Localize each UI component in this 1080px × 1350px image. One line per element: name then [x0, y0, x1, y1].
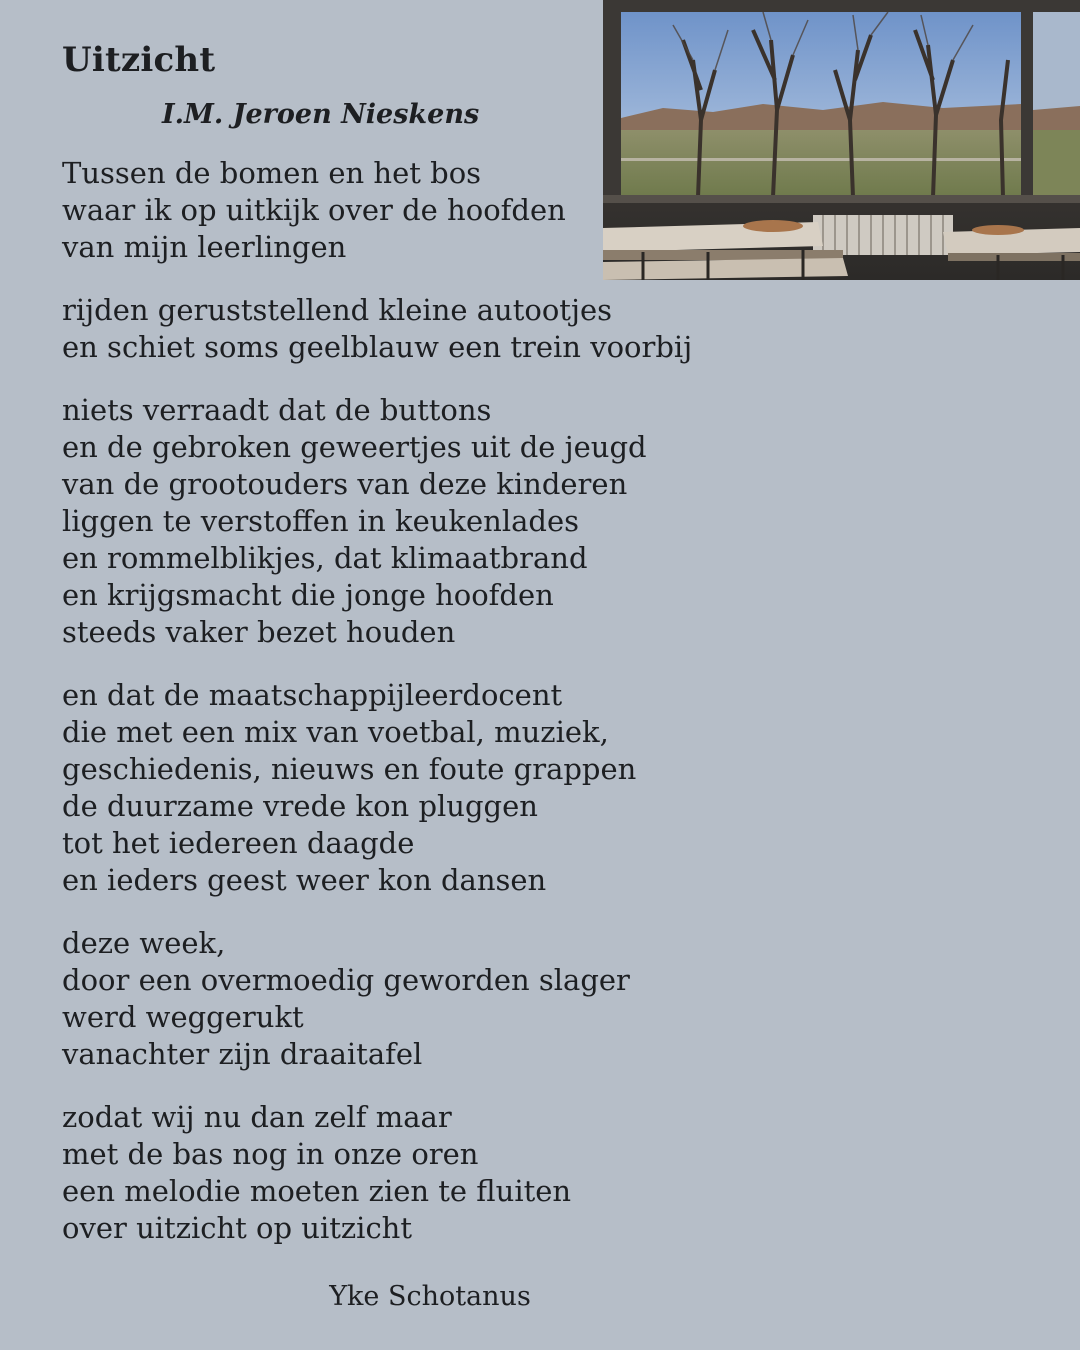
poem-line: niets verraadt dat de buttons [62, 393, 492, 427]
stanza [62, 392, 782, 651]
poem-line: met de bas nog in onze oren [62, 1137, 479, 1171]
stanza [62, 1099, 782, 1247]
poem-dedication: I.M. Jeroen Nieskens [162, 99, 480, 130]
poem-line: over uitzicht op uitzicht [62, 1211, 413, 1245]
classroom-window-photo [603, 0, 1080, 280]
poem-line: liggen te verstoffen in keukenlades [62, 504, 580, 538]
poem-line: vanachter zijn draaitafel [62, 1037, 423, 1071]
window-view-image [603, 0, 1080, 280]
poem-line: en rommelblikjes, dat klimaatbrand [62, 541, 588, 575]
poem-line: geschiedenis, nieuws en foute grappen [62, 752, 637, 786]
poem-body [62, 155, 782, 1273]
stanza [62, 292, 782, 366]
poem-line: en de gebroken geweertjes uit de jeugd [62, 430, 647, 464]
poem-line: en krijgsmacht die jonge hoofden [62, 578, 554, 612]
poem-line: steeds vaker bezet houden [62, 615, 456, 649]
poem-author: Yke Schotanus [329, 1281, 531, 1312]
stanza [62, 925, 782, 1073]
poem-line: van mijn leerlingen [62, 230, 347, 264]
poem-line: rijden geruststellend kleine autootjes [62, 293, 612, 327]
poem-line: Tussen de bomen en het bos [62, 156, 482, 190]
poem-line: werd weggerukt [62, 1000, 304, 1034]
poem-line: en dat de maatschappijleerdocent [62, 678, 563, 712]
poem-line: die met een mix van voetbal, muziek, [62, 715, 609, 749]
poem-line: zodat wij nu dan zelf maar [62, 1100, 452, 1134]
poem-line: door een overmoedig geworden slager [62, 963, 630, 997]
poem-title: Uitzicht [62, 40, 216, 80]
poem-line: de duurzame vrede kon pluggen [62, 789, 538, 823]
poem-line: tot het iedereen daagde [62, 826, 415, 860]
poem-line: waar ik op uitkijk over de hoofden [62, 193, 566, 227]
poem-line: een melodie moeten zien te fluiten [62, 1174, 572, 1208]
poem-line: van de grootouders van deze kinderen [62, 467, 628, 501]
poem-line: deze week, [62, 926, 226, 960]
poem-line: en ieders geest weer kon dansen [62, 863, 547, 897]
stanza [62, 677, 782, 899]
poem-line: en schiet soms geelblauw een trein voorbij [62, 330, 693, 364]
